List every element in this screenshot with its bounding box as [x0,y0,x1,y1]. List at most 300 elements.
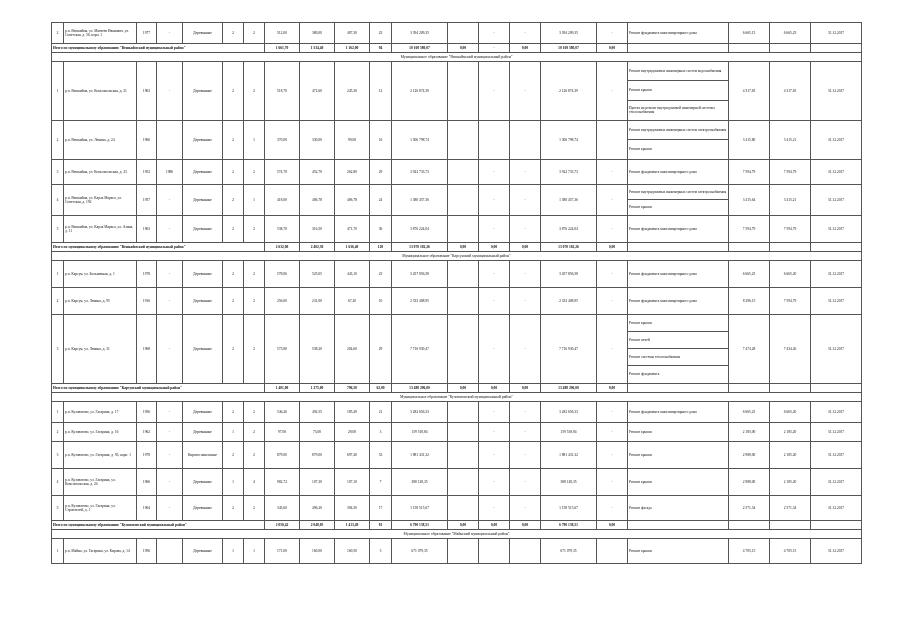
cell-f2: - [479,260,510,287]
total-a3: 1 413,49 [335,520,370,529]
cell-p2: 3 415,21 [770,184,811,215]
cell-mat: Деревянные [183,314,223,383]
total-row [52,242,862,251]
table-row [52,23,862,44]
cell-a3: 443,10 [335,260,370,287]
cell-a1: 256,00 [265,287,300,314]
cell-fl: 2 [223,159,244,184]
work-item: Ремонт печей [628,332,728,349]
cell-date: 31.12.2017 [811,314,862,383]
cell-date: 31.12.2017 [811,159,862,184]
cell-year: 1978 [137,260,157,287]
cell-fl: 2 [223,287,244,314]
cell-addr: р.п. Майна, ул. Гагарина, ул. Кирова, д. 14 [64,538,137,563]
cell-year2: - [157,495,183,520]
cell-a3: 29,00 [335,422,370,441]
cell-works [628,422,729,441]
cell-f1 [448,468,479,495]
cell-works [628,495,729,520]
total-a1: 2 050,42 [265,520,300,529]
cell-year2: - [157,287,183,314]
cell-a1: 879,00 [265,441,300,468]
cell-res: 23 [370,23,392,44]
cell-f1 [448,159,479,184]
cell-year: 1960 [137,120,157,159]
cell-p2: 2 571,34 [770,495,811,520]
table-row [52,62,862,121]
cell-works [628,62,729,121]
cell-date: 31.12.2017 [811,422,862,441]
table-row [52,215,862,242]
cell-local: 3 394 209,35 [541,23,597,44]
cell-f2: - [479,441,510,468]
total-res: 81 [370,520,392,529]
cell-n: 1 [52,538,64,563]
cell-n: 2 [52,120,64,159]
cell-date: 31.12.2017 [811,441,862,468]
cell-f1 [448,441,479,468]
table-row [52,468,862,495]
total-f1: 0,00 [448,520,479,529]
municipality-header-row [52,251,862,260]
cell-res: 29 [370,159,392,184]
cell-f3: - [510,287,541,314]
cell-mat: Деревянные [183,468,223,495]
cell-o: - [597,23,628,44]
cell-mat: Деревянные [183,62,223,121]
cell-p2: 7 594,79 [770,287,811,314]
cell-a2: 380,00 [300,23,335,44]
cell-works [628,120,729,159]
cell-ent: 2 [244,159,265,184]
work-item: Ремонт фундамента многоквартирного дома [629,298,697,303]
cell-mat: Деревянные [183,260,223,287]
cell-o: - [597,468,628,495]
total-f3: 0,00 [510,520,541,529]
total-o: 0,00 [597,242,628,251]
total-a3: 796,50 [335,383,370,392]
table-row [52,495,862,520]
cell-f2: - [479,422,510,441]
cell-p1: 7 594,79 [729,215,770,242]
cell-a2: 496,20 [300,495,335,520]
cell-f3: - [510,441,541,468]
cell-f1 [448,184,479,215]
cell-a2: 472,60 [300,62,335,121]
cell-p2: 6 665,20 [770,401,811,422]
cell-local: 388 128,35 [541,468,597,495]
cell-total: 3 876 224,04 [392,215,448,242]
cell-f2: - [479,23,510,44]
total-empty-p1 [729,383,770,392]
table-row [52,184,862,215]
cell-a2: 160,00 [300,538,335,563]
cell-o: - [597,159,628,184]
cell-addr: р.п. Вешкайма, ул. Матвеев Иванович, ул. Советская, д. 56, корп. 1 [64,23,137,44]
cell-year2: - [157,260,183,287]
cell-fl: 2 [223,441,244,468]
cell-p1: 3 415,64 [729,184,770,215]
program-table [51,22,862,564]
cell-a1: 574,70 [265,159,300,184]
cell-date: 31.12.2017 [811,260,862,287]
cell-total: 1 380 457,36 [392,184,448,215]
table-row [52,538,862,563]
cell-p2: 4 317,65 [770,62,811,121]
cell-year: 1963 [137,215,157,242]
cell-res: 23 [370,260,392,287]
cell-year: 1977 [137,23,157,44]
cell-o [597,538,628,563]
cell-local: 7 716 930,47 [541,314,597,383]
cell-f1 [448,215,479,242]
total-f3: 0,00 [510,44,541,53]
cell-local: 3 282 656,33 [541,401,597,422]
total-total: 6 790 138,51 [392,520,448,529]
cell-p1: 7 474,28 [729,314,770,383]
cell-f3: - [510,62,541,121]
total-row [52,44,862,53]
cell-n: 5 [52,215,64,242]
total-local: 13 070 102,26 [541,242,597,251]
total-a2: 2 048,05 [300,520,335,529]
cell-addr: р.п. Кузоватово, ул. Гагарина, д. 93, корп. 1 [64,441,137,468]
cell-local: 159 518,84 [541,422,597,441]
cell-a3: 67,20 [335,287,370,314]
cell-works [628,260,729,287]
total-a3: 1 636,40 [335,242,370,251]
cell-works [628,287,729,314]
cell-works [628,441,729,468]
cell-p1: 6 665,25 [729,260,770,287]
cell-addr: р.п. Вешкайма, ул. Комсомольская, д. 21 [64,62,137,121]
total-res: 120 [370,242,392,251]
table-row [52,260,862,287]
cell-f3: - [510,215,541,242]
cell-total: 159 518,84 [392,422,448,441]
total-a3: 1 162,00 [335,44,370,53]
cell-date: 31.12.2017 [811,468,862,495]
cell-ent: 1 [244,538,265,563]
cell-total: 2 126 874,39 [392,62,448,121]
cell-local: 3 922 733,73 [541,159,597,184]
cell-ent: 2 [244,401,265,422]
cell-p2: 6 665,20 [770,260,811,287]
cell-p2: 7 434,26 [770,314,811,383]
cell-local: 1 158 515,67 [541,495,597,520]
cell-local: 3 457 856,58 [541,260,597,287]
cell-fl: 1 [223,538,244,563]
cell-year2: - [157,215,183,242]
total-empty-date [811,520,862,529]
cell-f1 [448,422,479,441]
cell-f2: - [479,287,510,314]
cell-ent: 2 [244,260,265,287]
cell-total: 1 306 798,74 [392,120,448,159]
cell-n: 3 [52,159,64,184]
cell-mat: Деревянные [183,120,223,159]
cell-f1 [448,495,479,520]
cell-f3 [510,538,541,563]
total-res: 94 [370,44,392,53]
cell-p2: 7 594,79 [770,215,811,242]
cell-res: 21 [370,401,392,422]
total-res: 62,00 [370,383,392,392]
cell-total: 1 881 431,32 [392,441,448,468]
total-a1: 1 401,00 [265,383,300,392]
cell-f3: - [510,495,541,520]
work-item: Ремонт крыши [629,429,652,434]
cell-addr: р.п. Вешкайма, ул. Ленина, д. 24 [64,120,137,159]
cell-p1: 6 665,15 [729,23,770,44]
cell-mat: Деревянные [183,401,223,422]
cell-f2: - [479,314,510,383]
cell-f1 [448,287,479,314]
cell-n: 1 [52,401,64,422]
cell-mat: Деревянные [183,184,223,215]
table-row [52,120,862,159]
total-empty-works [628,44,729,53]
cell-res: 3 [370,422,392,441]
cell-total: 1 158 515,67 [392,495,448,520]
cell-fl: 2 [223,401,244,422]
cell-year2: - [157,23,183,44]
table-row [52,441,862,468]
cell-year2 [157,538,183,563]
work-item: Ремонт крыши [629,452,652,457]
cell-o: - [597,287,628,314]
work-item: Ремонт системы теплоснабжения [628,349,728,366]
cell-date: 31.12.2017 [811,215,862,242]
cell-fl: 2 [223,215,244,242]
work-item: Ремонт крыши [628,81,728,100]
cell-fl: 1 [223,422,244,441]
cell-mat: Деревянные [183,23,223,44]
work-item: Ремонт крыши [629,205,652,210]
total-label: Итого по муниципальному образованию "Кузоватовский муниципальный район" [52,520,265,529]
cell-res: 29 [370,314,392,383]
cell-year: 1966 [137,468,157,495]
cell-addr: р.п. Кузоватово, ул. Гагарина, д. 16 [64,422,137,441]
cell-ent: 2 [244,441,265,468]
cell-o: - [597,422,628,441]
cell-a3: 262,80 [335,159,370,184]
cell-res: 3 [370,538,392,563]
total-empty-p2 [770,44,811,53]
cell-year: 1952 [137,159,157,184]
cell-p2: 7 594,79 [770,159,811,184]
cell-ent: 1 [244,184,265,215]
table-row [52,422,862,441]
cell-fl: 1 [223,468,244,495]
cell-f2: - [479,401,510,422]
cell-p1: 4 705,15 [729,538,770,563]
cell-o: - [597,62,628,121]
total-row [52,383,862,392]
cell-total: 671 079,35 [392,538,448,563]
work-item: Ремонт крыши [629,548,652,553]
cell-a3: 471,70 [335,215,370,242]
cell-o [597,120,628,159]
table-row [52,314,862,383]
cell-f1 [448,23,479,44]
cell-date: 31.12.2017 [811,120,862,159]
total-local: 6 790 138,51 [541,520,597,529]
municipality-title: Муниципальное образование "Вешкаймский муниципальный район" [52,53,862,62]
cell-date: 31.12.2017 [811,62,862,121]
cell-local: 1 380 457,36 [541,184,597,215]
cell-f3: - [510,422,541,441]
total-empty-p2 [770,520,811,529]
work-item: Ремонт фундамента многоквартирного дома [629,30,697,35]
cell-date: 31.12.2017 [811,538,862,563]
cell-a2: 73,00 [300,422,335,441]
cell-f2 [479,538,510,563]
cell-fl: 2 [223,495,244,520]
cell-o: - [597,314,628,383]
cell-n: 2 [52,23,64,44]
total-empty-works [628,520,729,529]
cell-year: 1963 [137,62,157,121]
cell-p1: 3 415,80 [729,120,770,159]
cell-local: 671 079,35 [541,538,597,563]
cell-n: 2 [52,287,64,314]
cell-year: 1956 [137,538,157,563]
cell-res: 7 [370,468,392,495]
cell-res: 16 [370,120,392,159]
municipality-header-row [52,392,862,401]
cell-year: 1978 [137,441,157,468]
cell-p2: 4 705,15 [770,538,811,563]
total-total: 13 070 102,26 [392,242,448,251]
cell-works [628,468,729,495]
cell-a2: 107,30 [300,468,335,495]
cell-p1: 2 988,00 [729,441,770,468]
cell-a1: 982,72 [265,468,300,495]
total-a2: 2 402,30 [300,242,335,251]
work-item: Ремонт фундамента многоквартирного дома [629,409,697,414]
cell-year: 1968 [137,314,157,383]
cell-a1: 578,06 [265,260,300,287]
cell-f3: - [510,314,541,383]
cell-year2: 1986 [157,159,183,184]
cell-a3: 107,10 [335,468,370,495]
cell-a1: 370,00 [265,120,300,159]
cell-o: - [597,184,628,215]
cell-works [628,184,729,215]
cell-a1: 546,26 [265,401,300,422]
cell-o: - [597,441,628,468]
cell-year2: - [157,468,183,495]
cell-o: - [597,215,628,242]
cell-n: 1 [52,260,64,287]
cell-addr: р.п. Кузоватово, ул. Гагарина, ул. Комсомольская, д. 24 [64,468,137,495]
total-f2: - [479,44,510,53]
cell-f1 [448,401,479,422]
cell-a3: 697,40 [335,441,370,468]
cell-year: 1962 [137,422,157,441]
total-o: 0,00 [597,520,628,529]
cell-a3: 245,30 [335,62,370,121]
cell-addr: р.п. Кузоватово, ул. Гагарина, д. 17 [64,401,137,422]
cell-year2 [157,120,183,159]
cell-ent: 2 [244,215,265,242]
cell-local: 2 126 874,39 [541,62,597,121]
total-empty-p1 [729,242,770,251]
cell-a3: 160,50 [335,538,370,563]
work-item: Ремонт фундамента [629,372,660,377]
total-total: 13 488 296,00 [392,383,448,392]
total-a2: 1 534,40 [300,44,335,53]
total-empty-p2 [770,242,811,251]
cell-a3: 185,49 [335,401,370,422]
cell-addr: р.п. Кузоватово, ул. Гагарина, ул. Строителей, д. 1 [64,495,137,520]
cell-ent: 2 [244,422,265,441]
cell-ent: 2 [244,23,265,44]
cell-mat: Деревянные [183,538,223,563]
cell-date: 31.12.2017 [811,401,862,422]
cell-p2: 2 185,20 [770,468,811,495]
cell-o: - [597,495,628,520]
cell-a2: 879,00 [300,441,335,468]
cell-a1: 171,00 [265,538,300,563]
municipality-header-row [52,529,862,538]
cell-res: 10 [370,287,392,314]
cell-works [628,23,729,44]
municipality-title: Муниципальное образование "Карсунский муниципальный район" [52,251,862,260]
total-empty-works [628,383,729,392]
cell-mat: Деревянные [183,287,223,314]
cell-a2: 231,00 [300,287,335,314]
cell-o: - [597,260,628,287]
total-label: Итого по муниципальному образованию "Вешкаймский муниципальный район" [52,44,265,53]
cell-n: 3 [52,441,64,468]
cell-f2: - [479,215,510,242]
cell-local: 1 306 798,74 [541,120,597,159]
total-a1: 2 632,00 [265,242,300,251]
cell-f3: - [510,159,541,184]
total-f2: 0,00 [479,242,510,251]
cell-local: 3 876 224,04 [541,215,597,242]
cell-ent: 2 [244,495,265,520]
cell-p1: 8 296,15 [729,287,770,314]
cell-res: 36 [370,215,392,242]
cell-year: 1916 [137,287,157,314]
cell-date: 31.12.2017 [811,495,862,520]
municipality-title: Муниципальное образование "Кузоватовский муниципальный район" [52,392,862,401]
cell-p2: 6 665,25 [770,23,811,44]
cell-a3: 406,78 [335,184,370,215]
total-o: 0,00 [597,383,628,392]
cell-addr: р.п. Карсун, ул. Ленина, д. 95 [64,287,137,314]
cell-year2: - [157,422,183,441]
cell-total: 3 922 733,73 [392,159,448,184]
cell-fl: 2 [223,260,244,287]
cell-date: 31.12.2017 [811,287,862,314]
table-row [52,159,862,184]
cell-n: 3 [52,314,64,383]
cell-p2: 2 185,20 [770,441,811,468]
cell-ent: 2 [244,287,265,314]
cell-mat: Деревянные [183,159,223,184]
total-local: 13 488 296,00 [541,383,597,392]
cell-p2: 3 415,21 [770,120,811,159]
cell-a1: 97,00 [265,422,300,441]
total-f3: 0,00 [510,242,541,251]
cell-p1: 2 571,34 [729,495,770,520]
municipality-title: Муниципальное образование "Майнский муниципальный район" [52,529,862,538]
total-f2: 0,00 [479,520,510,529]
